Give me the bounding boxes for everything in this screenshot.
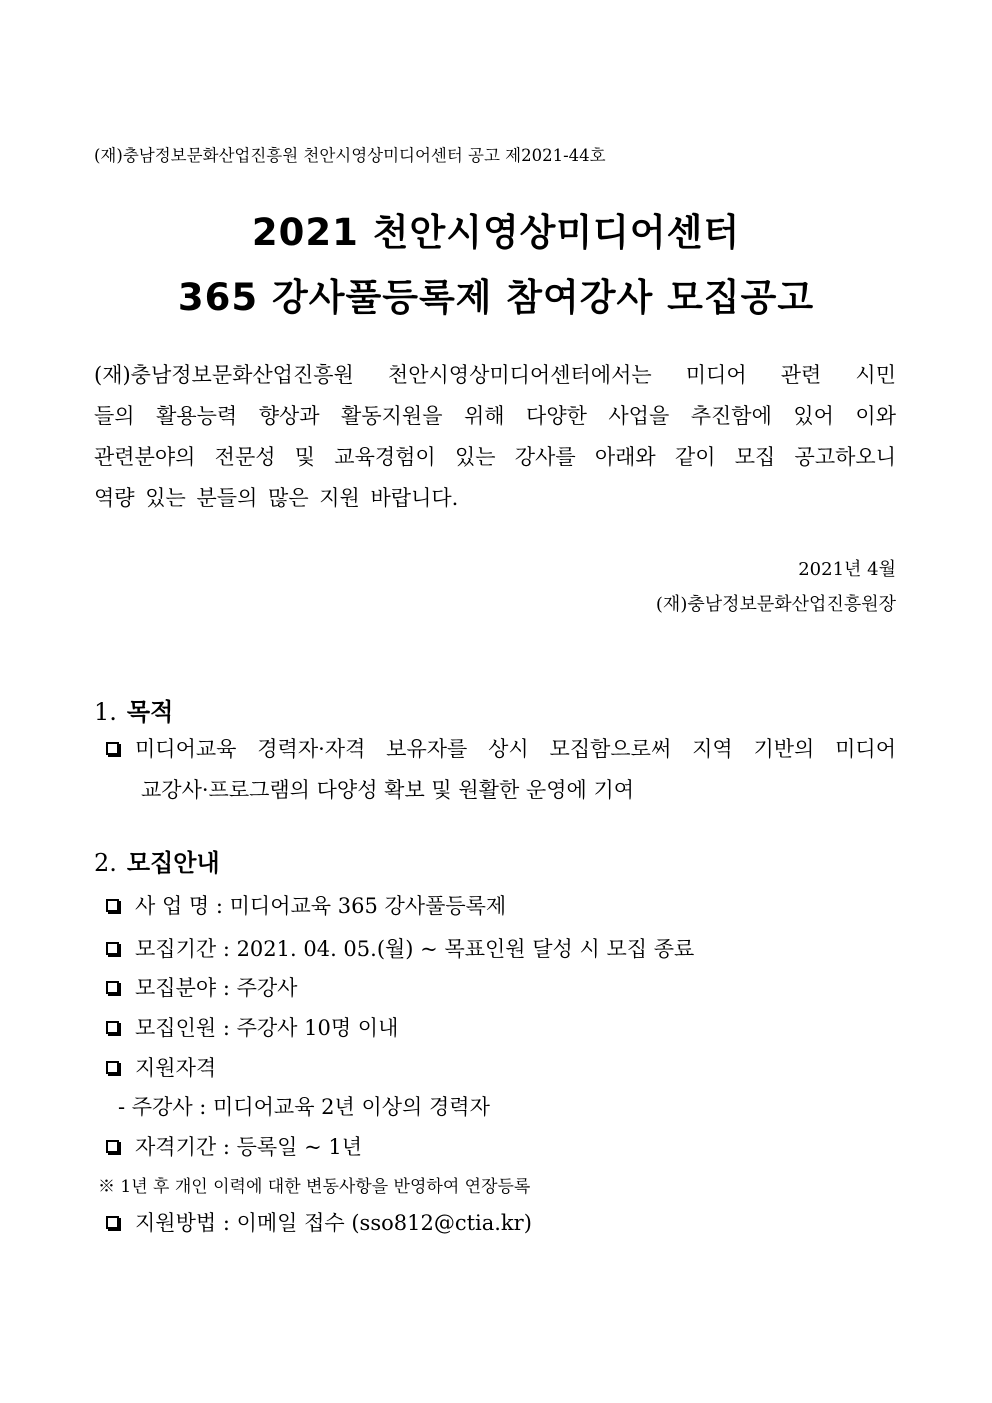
item-text: 자격기간 : 등록일 ~ 1년	[135, 1135, 363, 1159]
intro-line: (재)충남정보문화산업진흥원 천안시영상미디어센터에서는 미디어 관련 시민	[94, 363, 896, 387]
section-title: 목적	[126, 698, 174, 726]
title-line-2: 365 강사풀등록제 참여강사 모집공고	[177, 276, 815, 319]
notice-number: (재)충남정보문화산업진흥원 천안시영상미디어센터 공고 제2021-44호	[94, 146, 606, 165]
section-number: 2.	[94, 849, 117, 877]
item-text: 모집인원 : 주강사 10명 이내	[135, 1016, 399, 1040]
intro-line: 관련분야의 전문성 및 교육경험이 있는 강사를 아래와 같이 모집 공고하오니	[94, 445, 896, 469]
qualification-detail: - 주강사 : 미디어교육 2년 이상의 경력자	[118, 1095, 490, 1119]
term-footnote: ※ 1년 후 개인 이력에 대한 변동사항을 반영하여 연장등록	[98, 1177, 531, 1197]
item-qualification	[106, 1052, 216, 1082]
intro-paragraph	[94, 355, 896, 519]
item-text: 지원자격	[135, 1056, 217, 1080]
checkbox-bullet-icon	[106, 981, 119, 994]
item-text: 지원방법 : 이메일 접수 (sso812@ctia.kr)	[135, 1211, 532, 1235]
item-business-name	[106, 890, 506, 920]
purpose-text-line-2: 교강사·프로그램의 다양성 확보 및 원활한 운영에 기여	[141, 778, 635, 802]
checkbox-bullet-icon	[106, 942, 119, 955]
item-recruitment-count	[106, 1012, 398, 1042]
item-recruitment-field	[106, 972, 297, 1002]
purpose-text-line-1: 미디어교육 경력자·자격 보유자를 상시 모집함으로써 지역 기반의 미디어	[135, 737, 896, 761]
intro-line: 들의 활용능력 향상과 활동지원을 위해 다양한 사업을 추진함에 있어 이와	[94, 404, 896, 428]
section-heading-recruitment	[94, 843, 220, 878]
section-heading-purpose	[94, 692, 173, 727]
checkbox-bullet-icon	[106, 899, 119, 912]
checkbox-bullet-icon	[106, 1021, 119, 1034]
checkbox-bullet-icon	[106, 742, 119, 755]
notice-date: 2021년 4월	[798, 559, 896, 580]
item-application-method	[106, 1207, 532, 1237]
item-text: 모집분야 : 주강사	[135, 976, 298, 1000]
title-line-1: 2021 천안시영상미디어센터	[251, 211, 741, 254]
item-text: 사 업 명 : 미디어교육 365 강사풀등록제	[135, 894, 507, 918]
section-title: 모집안내	[126, 849, 220, 877]
checkbox-bullet-icon	[106, 1140, 119, 1153]
section-number: 1.	[94, 698, 117, 726]
intro-line: 역량 있는 분들의 많은 지원 바랍니다.	[94, 486, 459, 510]
checkbox-bullet-icon	[106, 1061, 119, 1074]
checkbox-bullet-icon	[106, 1216, 119, 1229]
purpose-item	[106, 733, 896, 763]
item-recruitment-period	[106, 933, 694, 963]
issuer-name: (재)충남정보문화산업진흥원장	[655, 594, 896, 615]
item-qualification-term	[106, 1131, 362, 1161]
item-text: 모집기간 : 2021. 04. 05.(월) ~ 목표인원 달성 시 모집 종료	[135, 937, 695, 961]
